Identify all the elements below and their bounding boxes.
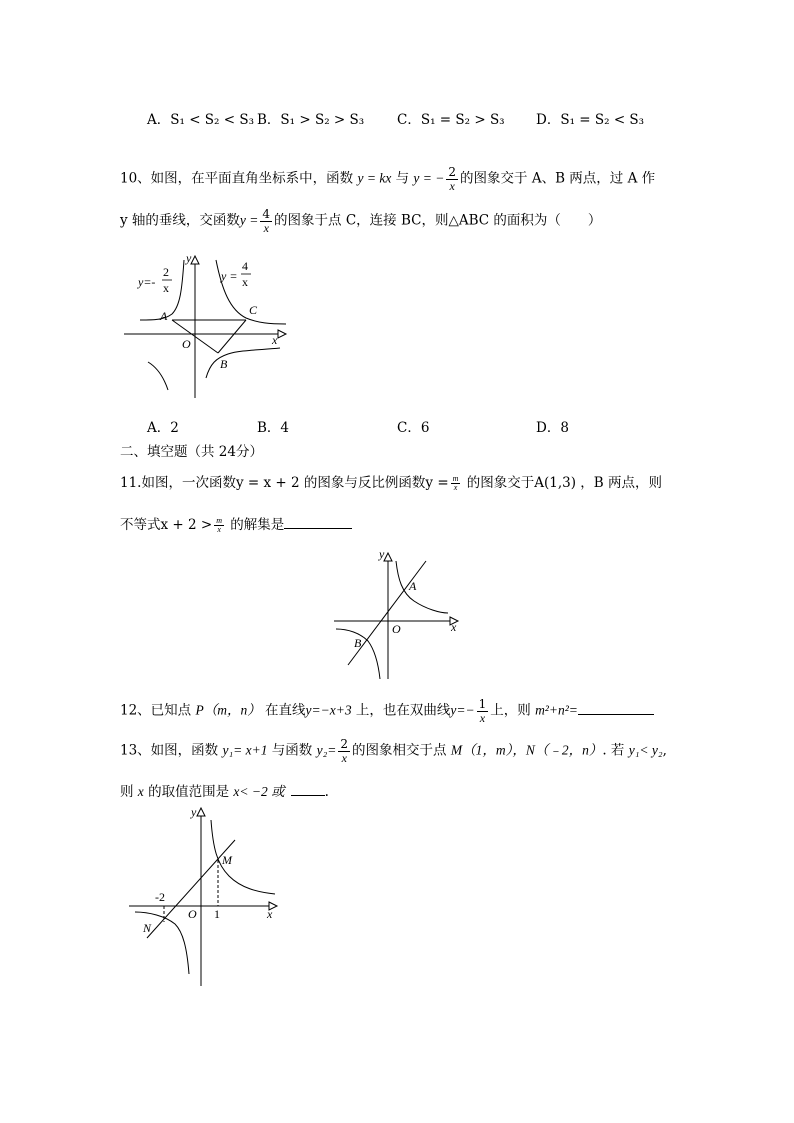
q13-text-a: 13、如图，函数: [120, 742, 223, 759]
q12-text-a: 12、已知点: [120, 702, 196, 719]
q11-text-c: 的图象交于A(1,3) ，B 两点，则: [462, 475, 662, 491]
q13-text-g: 的取值范围是: [143, 784, 234, 800]
q13-range: x< −2 或: [233, 784, 285, 799]
q10-text-a: 10、如图，在平面直角坐标系中，函数: [120, 170, 358, 187]
q10-option-b: B．4: [257, 420, 290, 436]
q10-eq2: y = −: [413, 170, 445, 186]
origin-label: O: [182, 337, 191, 351]
q13-figure: [125, 802, 285, 992]
q12-text-d: 上，则: [490, 702, 536, 719]
point-b-label: B: [354, 636, 362, 650]
origin-label: O: [392, 622, 401, 636]
section-heading: 二、填空题（共 24分）: [120, 444, 263, 460]
q11-fraction2: $\frac{m}{x}$: [216, 515, 222, 534]
q12-text-c: 上，也在双曲线: [351, 702, 451, 719]
q12-eq2: y=−: [450, 702, 475, 718]
q11-text-e: 的解集是: [225, 517, 285, 533]
point-a-label: A: [160, 309, 168, 323]
q10-eq3: y =: [239, 212, 259, 228]
q13-period: .: [324, 784, 329, 800]
q10-line2: [120, 208, 601, 234]
point-a-label: A: [409, 579, 417, 593]
point-c-label: C: [249, 303, 258, 317]
y-axis-label: y: [186, 251, 192, 265]
q10-option-a: A．2: [147, 420, 179, 436]
x-axis-arrow-icon: [278, 330, 286, 338]
q11-eq1: y = x + 2: [235, 475, 300, 491]
q11-figure: [330, 545, 465, 680]
q13-text-c: 的图象相交于点: [352, 742, 451, 759]
q9-option-a: A．S₁ < S₂ < S₃: [147, 112, 255, 128]
q10-figure: [120, 250, 290, 400]
q11-line2: [120, 513, 352, 534]
q11-text-d: 不等式: [120, 517, 161, 533]
left-eq-num: 2: [163, 265, 169, 279]
q9-option-d: D．S₁ = S₂ < S₃: [536, 112, 645, 128]
q10-text-c: 的图象交于 A、B 两点，过 A 作: [460, 170, 656, 187]
q13-y2: y₂=: [316, 742, 337, 758]
q13-text-f: 则: [120, 784, 138, 800]
q11-eq2: y =: [425, 475, 449, 491]
left-eq-label: y=-: [138, 275, 156, 289]
q12-fraction: $\frac{1}{x}$: [478, 697, 487, 725]
x-axis-label: x: [272, 333, 278, 347]
origin-label: O: [188, 907, 197, 921]
q13-condition: y₁< y₂: [628, 742, 663, 758]
left-eq-den: x: [163, 281, 169, 295]
q11-text-b: 的图象与反比例函数: [299, 475, 426, 491]
q12-text-b: 在直线: [260, 702, 306, 719]
y-axis-arrow-icon: [191, 256, 199, 264]
q10-text-e: 的图象于点 C，连接 BC，则△ABC 的面积为（ ）: [274, 212, 602, 229]
q10-text-b: 与: [391, 170, 414, 187]
q13-answer-blank[interactable]: [291, 795, 325, 796]
hyperbola-upper-right: [396, 561, 448, 613]
point-n-label: N: [143, 921, 152, 935]
q12-answer-blank[interactable]: [578, 714, 654, 715]
q12-point: P（m，n）: [195, 702, 261, 718]
q10-fraction: $\frac{2}{x}$: [448, 165, 457, 193]
point-m-label: M: [222, 853, 232, 867]
q12-eq3: m²+n²=: [535, 702, 578, 718]
segment-bc: [218, 320, 246, 353]
right-eq-num: 4: [242, 259, 248, 273]
q13-y1: y₁= x+1: [222, 742, 268, 758]
q13-x: x: [137, 784, 144, 799]
tick-neg2-label: -2: [155, 890, 165, 904]
q9-option-c: C．S₁ = S₂ > S₃: [397, 112, 505, 128]
q10-fraction2: $\frac{4}{x}$: [262, 207, 271, 235]
hyperbola-upper-right: [211, 820, 275, 894]
q13-line2: [120, 780, 329, 800]
q10-eq1: y = kx: [357, 170, 392, 186]
y-axis-arrow-icon: [384, 553, 392, 561]
q10-text-d: y 轴的垂线，交函数: [120, 212, 240, 229]
x-axis-label: x: [451, 620, 457, 634]
x-axis-label: x: [267, 907, 273, 921]
q13-text-e: ,: [662, 742, 667, 759]
q13-fraction: $\frac{2}{x}$: [340, 737, 349, 765]
right-eq-den: x: [242, 275, 248, 289]
q10-line1: [120, 166, 655, 192]
tick-1-label: 1: [214, 907, 220, 921]
q11-answer-blank[interactable]: [284, 528, 352, 529]
point-b-label: B: [220, 357, 228, 371]
right-eq-label: y =: [221, 269, 238, 283]
q12-eq1: y=−x+3: [305, 702, 352, 718]
q11-line1: [120, 471, 662, 492]
q13-points: M（1，m），N（﹣2，n）: [450, 742, 603, 758]
q12-line: [120, 698, 654, 724]
curve-neg2-lower-right-fragment: [148, 362, 168, 390]
y-axis-label: y: [379, 547, 385, 561]
q11-text-a: 11.如图，一次函数: [120, 475, 236, 491]
y-axis-label: y: [191, 805, 197, 819]
q11-eq3: x + 2 >: [160, 517, 213, 533]
q9-option-b: B．S₁ > S₂ > S₃: [257, 112, 365, 128]
q13-text-b: 与函数: [267, 742, 317, 759]
q10-option-c: C．6: [397, 420, 430, 436]
q13-text-d: . 若: [602, 742, 629, 759]
q13-line1: [120, 738, 667, 764]
q10-option-d: D．8: [536, 420, 569, 436]
q11-fraction: $\frac{m}{x}$: [452, 473, 459, 492]
y-axis-arrow-icon: [197, 808, 205, 816]
